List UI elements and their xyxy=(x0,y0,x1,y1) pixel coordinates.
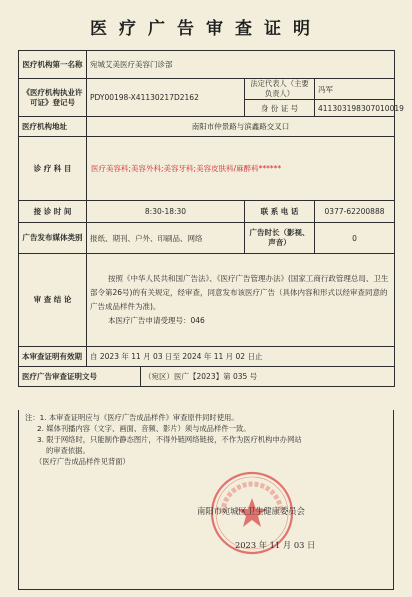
note-1: 注：1. 本审查证明应与《医疗广告成品样件》审查原件同时使用。 xyxy=(25,413,239,422)
hours-label: 接 诊 时 间 xyxy=(19,201,87,223)
review-text: 按照《中华人民共和国广告法》、《医疗广告管理办法》(国家工商行政管理总局、卫生部令第26号)的有关规定，经审查，同意发布该医疗广告（具体内容和形式以经审查同意的广告成品样件为准)。 xyxy=(90,274,389,311)
cert-no: （宛区）医广【2023】第 035 号 xyxy=(141,367,395,387)
duration-label: 广告时长（影视、声音） xyxy=(245,223,315,254)
id-number: 411303198307010019 xyxy=(315,100,395,117)
review-label: 审 查 结 论 xyxy=(19,254,87,347)
legal-rep-label: 法定代表人（主要负责人） xyxy=(245,79,315,100)
media-label: 广告发布媒体类别 xyxy=(19,223,87,254)
cert-no-label: 医疗广告审查证明文号 xyxy=(19,367,141,387)
certificate-table xyxy=(18,50,404,387)
notes-section xyxy=(18,410,394,590)
subjects: 医疗美容科;美容外科;美容牙科;美容皮肤科/麻醉科****** xyxy=(87,137,395,201)
address-label: 医疗机构地址 xyxy=(19,117,87,137)
address: 南阳市仲景路与滨鑫路交叉口 xyxy=(87,117,395,137)
license-number: PDY00198-X41130217D2162 xyxy=(87,79,245,117)
phone: 0377-62200888 xyxy=(315,201,395,223)
page-title: 医疗广告审查证明 xyxy=(90,19,322,39)
phone-label: 联 系 电 话 xyxy=(245,201,315,223)
issue-date: 2023 年 11 月 03 日 xyxy=(235,540,316,550)
id-label: 身 份 证 号 xyxy=(245,100,315,117)
legal-rep: 冯军 xyxy=(315,79,395,100)
validity: 自 2023 年 11 月 03 日至 2024 年 11 月 02 日止 xyxy=(87,347,395,367)
certificate xyxy=(18,8,404,590)
duration: 0 xyxy=(315,223,395,254)
note-3-cont: 的审查依据。 xyxy=(46,446,90,455)
hours: 8:30-18:30 xyxy=(87,201,245,223)
review-conclusion xyxy=(87,254,395,347)
note-4: （医疗广告成品样件见背面） xyxy=(35,457,130,466)
subjects-label: 诊 疗 科 目 xyxy=(19,137,87,201)
note-2: 2. 媒体刊播内容（文字、画面、音频、影片）须与成品样件一致。 xyxy=(37,424,251,433)
institution-name-label: 医疗机构第一名称 xyxy=(19,51,87,79)
issuer-name: 南阳市宛城区卫生健康委员会 xyxy=(197,506,305,516)
review-apply-number: 本医疗广告申请受理号：046 xyxy=(108,316,205,325)
institution-name: 宛城艾美医疗美容门诊部 xyxy=(87,51,395,79)
validity-label: 本审查证明有效期 xyxy=(19,347,87,367)
license-label: 《医疗机构执业许可证》登记号 xyxy=(19,79,87,117)
media: 报纸、期刊、户外、印刷品、网络 xyxy=(87,223,245,254)
note-3: 3. 限于网络时，只能制作静态图片，不得外链网络链接，不作为医疗机构申办网站 xyxy=(37,435,302,444)
